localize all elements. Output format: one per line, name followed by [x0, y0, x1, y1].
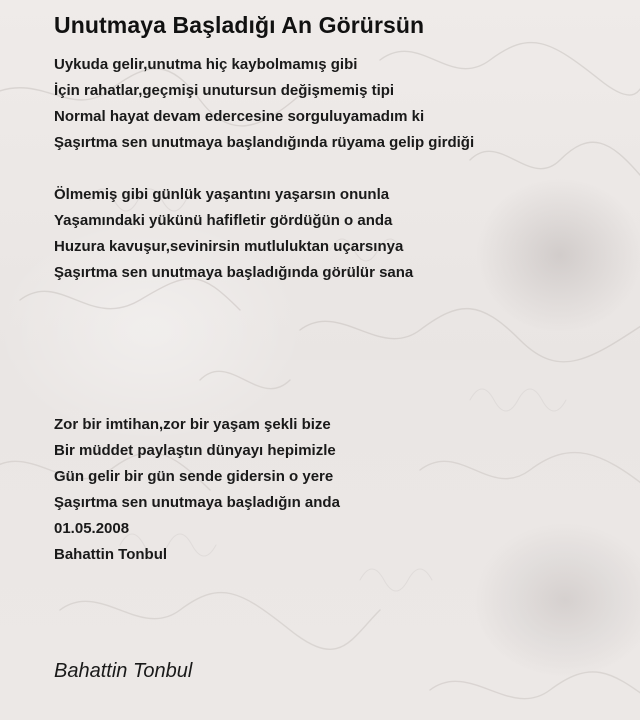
poem-line: Şaşırtma sen unutmaya başlandığında rüyama gelip girdiği — [54, 134, 475, 151]
poem-line: Gün gelir bir gün sende gidersin o yere — [54, 468, 334, 485]
poem-line: Ölmemiş gibi günlük yaşantını yaşarsın onunla — [54, 186, 390, 203]
poem-line: Zor bir imtihan,zor bir yaşam şekli bize — [54, 416, 331, 433]
poem-author-line: Bahattin Tonbul — [54, 546, 168, 563]
poem-line: Normal hayat devam edercesine sorguluyamadım ki — [54, 108, 425, 125]
poem-line: Huzura kavuşur,sevinirsin mutluluktan uçarsınya — [54, 238, 404, 255]
poem-line: İçin rahatlar,geçmişi unutursun değişmemiş tipi — [54, 82, 395, 99]
poem-date: 01.05.2008 — [54, 520, 130, 537]
poem-line: Şaşırtma sen unutmaya başladığında görülür sana — [54, 264, 414, 281]
poem-title: Unutmaya Başladığı An Görürsün — [54, 12, 425, 38]
poem-line: Uykuda gelir,unutma hiç kaybolmamış gibi — [54, 56, 358, 73]
poem-line: Şaşırtma sen unutmaya başladığın anda — [54, 494, 340, 511]
author-signature: Bahattin Tonbul — [54, 660, 193, 682]
poem-line: Bir müddet paylaştın dünyayı hepimizle — [54, 442, 336, 459]
poem-line: Yaşamındaki yükünü hafifletir gördüğün o anda — [54, 212, 393, 229]
